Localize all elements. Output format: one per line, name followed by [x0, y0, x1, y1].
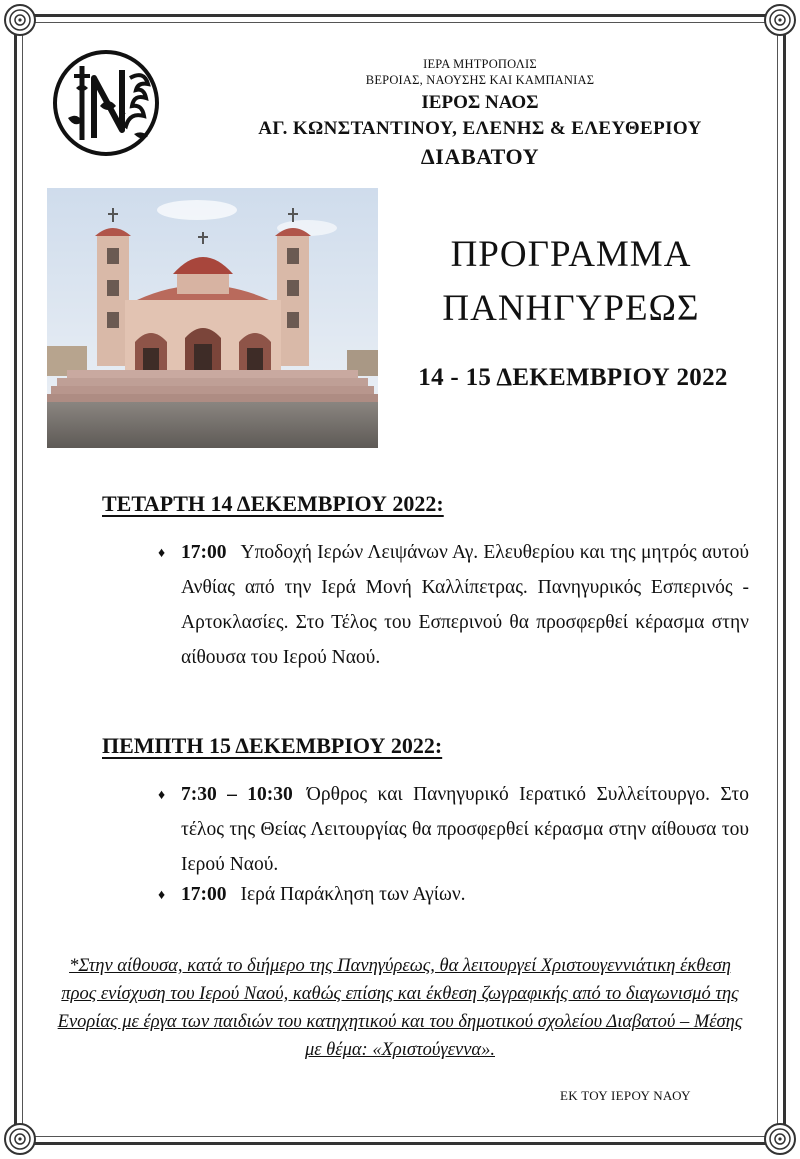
church-monogram-logo	[52, 48, 160, 158]
program-title-line-1: ΠΡΟΓΡΑΜΜΑ	[450, 234, 692, 275]
church-place: ΔΙΑΒΑΤΟΥ	[420, 144, 540, 169]
schedule-text: Όρθρος και Πανηγυρικό Ιερατικό Συλλείτουργο. Στο τέλος της Θείας Λειτουργίας θα προσφερθεί κέρασμα στην αίθουσα του Ιερού Ναού.	[181, 784, 749, 875]
diamond-bullet-icon: ♦	[158, 788, 166, 803]
metropolis-line-1: ΙΕΡΑ ΜΗΤΡΟΠΟΛΙΣ	[423, 57, 537, 71]
corner-ornament-icon	[762, 2, 798, 38]
schedule-time: 7:30 – 10:30	[181, 784, 293, 805]
day-heading-thursday: ΠΕΜΠΤΗ 15 ΔΕΚΕΜΒΡΙΟΥ 2022:	[102, 733, 443, 758]
corner-ornament-icon	[2, 1121, 38, 1157]
schedule-time: 17:00	[181, 884, 227, 905]
program-dates: 14 - 15 ΔΕΚΕΜΒΡΙΟΥ 2022	[418, 364, 728, 391]
corner-ornament-icon	[762, 1121, 798, 1157]
diamond-bullet-icon: ♦	[158, 546, 166, 561]
signature: ΕΚ ΤΟΥ ΙΕΡΟΥ ΝΑΟΥ	[560, 1088, 691, 1103]
schedule-item	[181, 877, 749, 912]
schedule-text: Ιερά Παράκληση των Αγίων.	[240, 884, 466, 905]
schedule-item	[181, 777, 749, 882]
schedule-text: Υποδοχή Ιερών Λειψάνων Αγ. Ελευθερίου και της μητρός αυτού Ανθίας από την Ιερά Μονή Καλλίπετρας. Πανηγυρικός Εσπερινός - Αρτοκλασίες. Στο Τέλος του Εσπερινού θα προσφερθεί κέρασμα στην αίθουσα του Ιερού Ναού.	[181, 542, 749, 668]
day-heading-wednesday: ΤΕΤΑΡΤΗ 14 ΔΕΚΕΜΒΡΙΟΥ 2022:	[102, 491, 444, 516]
church-saints: ΑΓ. ΚΩΝΣΤΑΝΤΙΝΟΥ, ΕΛΕΝΗΣ & ΕΛΕΥΘΕΡΙΟΥ	[258, 118, 702, 139]
church-label: ΙΕΡΟΣ ΝΑΟΣ	[421, 92, 539, 113]
exhibition-note: *Στην αίθουσα, κατά το διήμερο της Πανηγύρεως, θα λειτουργεί Χριστουγεννιάτικη έκθεση προς ενίσχυση του Ιερού Ναού, καθώς επίσης και έκθεση ζωγραφικής από το διαγωνισμό της Ενορίας με έργα των παιδιών του κατηχητικού και του δημοτικού σχολείου Διαβατού – Μέσης με θέμα: «Χριστούγεννα».	[57, 956, 743, 1060]
schedule-item	[181, 535, 749, 675]
program-title-line-2: ΠΑΝΗΓΥΡΕΩΣ	[442, 288, 700, 329]
church-photo	[47, 188, 378, 448]
diamond-bullet-icon: ♦	[158, 888, 166, 903]
metropolis-line-2: ΒΕΡΟΙΑΣ, ΝΑΟΥΣΗΣ ΚΑΙ ΚΑΜΠΑΝΙΑΣ	[365, 73, 595, 87]
corner-ornament-icon	[2, 2, 38, 38]
church-header	[200, 56, 760, 172]
schedule-time: 17:00	[181, 542, 227, 563]
program-title	[398, 228, 744, 336]
